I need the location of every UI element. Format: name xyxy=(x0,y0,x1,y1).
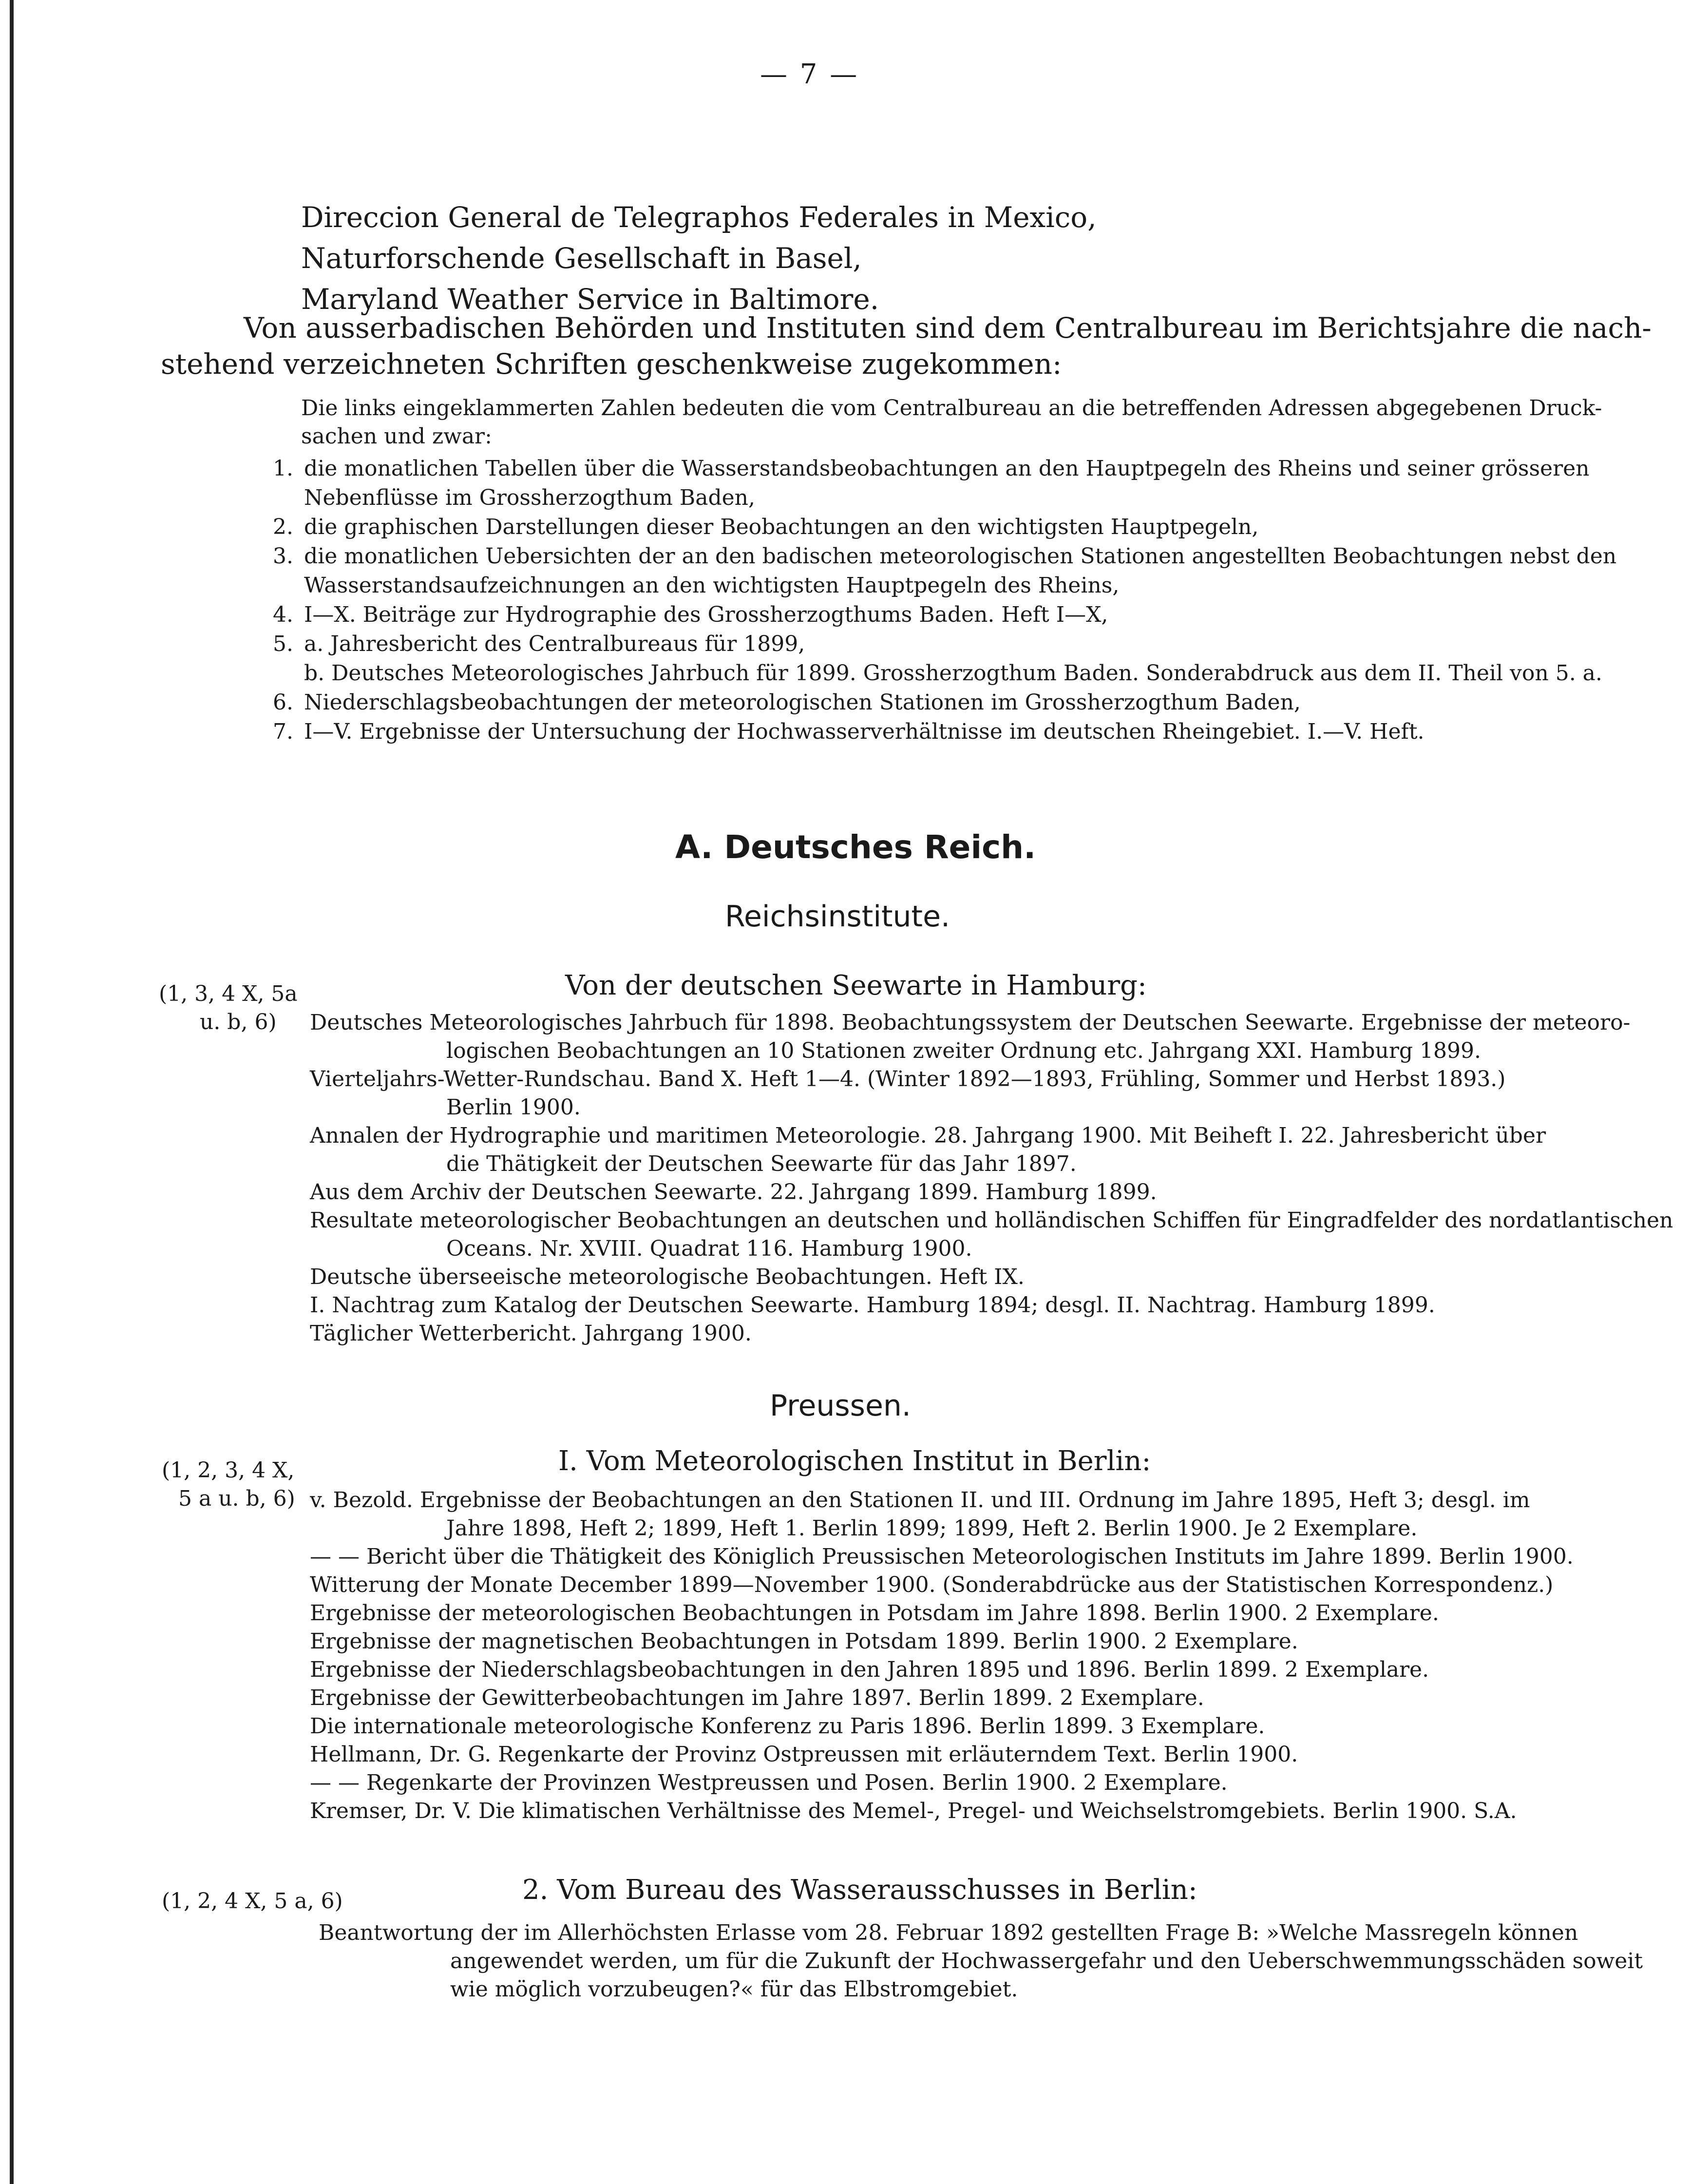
publication-continuation: wie möglich vorzubeugen?« für das Elbstromgebiet. xyxy=(450,1977,1018,2002)
publication-continuation: logischen Beobachtungen an 10 Stationen zweiter Ordnung etc. Jahrgang XXI. Hamburg 1899. xyxy=(446,1038,1481,1063)
publication: Vierteljahrs-Wetter-Rundschau. Band X. Heft 1—4. (Winter 1892—1893, Frühling, Sommer und Herbst 1893.) xyxy=(310,1067,1506,1092)
publication-continuation: Jahre 1898, Heft 2; 1899, Heft 1. Berlin 1899; 1899, Heft 2. Berlin 1900. Je 2 Exemplare. xyxy=(446,1516,1418,1541)
publication-list xyxy=(319,1919,1643,2004)
publication: I. Nachtrag zum Katalog der Deutschen Seewarte. Hamburg 1894; desgl. II. Nachtrag. Hamburg 1899. xyxy=(310,1293,1435,1318)
legend-item-number: 4. xyxy=(273,602,293,627)
publication-continuation: angewendet werden, um für die Zukunft der Hochwassergefahr und den Ueberschwemmungsschäden soweit xyxy=(450,1949,1643,1973)
distribution-codes: (1, 2, 4 X, 5 a, 6) xyxy=(162,1889,343,1914)
legend-item-number: 2. xyxy=(273,515,293,539)
legend-item-text: die monatlichen Uebersichten der an den badischen meteorologischen Stationen angestellten Beobachtungen nebst den xyxy=(304,544,1617,569)
legend-item xyxy=(273,454,1616,483)
publication: Hellmann, Dr. G. Regenkarte der Provinz Ostpreussen mit erläuterndem Text. Berlin 1900. xyxy=(310,1742,1298,1767)
legend-item-number: 5. xyxy=(273,632,293,656)
publication: — — Bericht über die Thätigkeit des Königlich Preussischen Meteorologischen Instituts im Jahre 1899. Berlin 1900. xyxy=(310,1544,1574,1569)
publication: Kremser, Dr. V. Die klimatischen Verhältnisse des Memel-, Pregel- und Weichselstromgebiets. Berlin 1900. S.A. xyxy=(310,1799,1517,1823)
publication: Aus dem Archiv der Deutschen Seewarte. 22. Jahrgang 1899. Hamburg 1899. xyxy=(310,1180,1157,1205)
addressee: Naturforschende Gesellschaft in Basel, xyxy=(301,242,862,275)
institution-heading: I. Vom Meteorologischen Institut in Berlin: xyxy=(558,1445,1151,1477)
publication: Beantwortung der im Allerhöchsten Erlasse vom 28. Februar 1892 gestellten Frage B: »Welche Massregeln können xyxy=(319,1920,1578,1945)
state-title: Preussen. xyxy=(770,1389,911,1423)
addressee: Direccion General de Telegraphos Federales in Mexico, xyxy=(301,201,1097,234)
legend-item-text: I—V. Ergebnisse der Untersuchung der Hochwasserverhältnisse im deutschen Rheingebiet. I.—V. Heft. xyxy=(304,719,1425,744)
legend-item-text: Niederschlagsbeobachtungen der meteorologischen Stationen im Grossherzogthum Baden, xyxy=(304,690,1301,715)
legend-item xyxy=(273,688,1616,717)
institution-heading: 2. Vom Bureau des Wasserausschusses in Berlin: xyxy=(522,1874,1197,1906)
publication: Täglicher Wetterbericht. Jahrgang 1900. xyxy=(310,1321,752,1346)
legend-item-text: die graphischen Darstellungen dieser Beobachtungen an den wichtigsten Hauptpegeln, xyxy=(304,515,1259,539)
legend-line-1: Die links eingeklammerten Zahlen bedeuten die vom Centralbureau an die betreffenden Adressen abgegebenen Druck- xyxy=(301,396,1602,421)
page-number: — 7 — xyxy=(760,58,859,90)
addressee-list xyxy=(301,197,1097,320)
publication-continuation: Berlin 1900. xyxy=(446,1095,581,1120)
legend-item xyxy=(273,717,1616,747)
publication-list xyxy=(310,1486,1574,1825)
publication: Ergebnisse der Niederschlagsbeobachtungen in den Jahren 1895 und 1896. Berlin 1899. 2 Exemplare. xyxy=(310,1657,1429,1682)
publication: Witterung der Monate December 1899—November 1900. (Sonderabdrücke aus der Statistischen Korrespondenz.) xyxy=(310,1572,1554,1597)
legend-item-number: 7. xyxy=(273,719,293,744)
legend-item-continuation: Wasserstandsaufzeichnungen an den wichtigsten Hauptpegeln des Rheins, xyxy=(304,573,1120,598)
legend-item-number: 1. xyxy=(273,456,293,481)
legend-item-text: I—X. Beiträge zur Hydrographie des Grossherzogthums Baden. Heft I—X, xyxy=(304,602,1108,627)
intro-line-1: Von ausserbadischen Behörden und Instituten sind dem Centralbureau im Berichtsjahre die nach- xyxy=(244,311,1652,345)
legend-item xyxy=(273,542,1616,571)
addressee: Maryland Weather Service in Baltimore. xyxy=(301,283,879,316)
page-edge-line xyxy=(10,0,14,2184)
section-subtitle: Reichsinstitute. xyxy=(725,900,950,934)
publication: v. Bezold. Ergebnisse der Beobachtungen an den Stationen II. und III. Ordnung im Jahre 1895, Heft 3; desgl. im xyxy=(310,1488,1530,1513)
distribution-codes: (1, 2, 3, 4 X, xyxy=(162,1458,295,1483)
publication: Resultate meteorologischer Beobachtungen an deutschen und holländischen Schiffen für Eingradfelder des nordatlantischen xyxy=(310,1208,1673,1233)
section-title: A. Deutsches Reich. xyxy=(675,828,1036,866)
legend-item xyxy=(273,600,1616,630)
legend-item-text: die monatlichen Tabellen über die Wasserstandsbeobachtungen an den Hauptpegeln des Rheins und seiner grösseren xyxy=(304,456,1590,481)
publication: — — Regenkarte der Provinzen Westpreussen und Posen. Berlin 1900. 2 Exemplare. xyxy=(310,1770,1228,1795)
publication-continuation: die Thätigkeit der Deutschen Seewarte für das Jahr 1897. xyxy=(446,1151,1077,1176)
publication-continuation: Oceans. Nr. XVIII. Quadrat 116. Hamburg 1900. xyxy=(446,1236,972,1261)
legend-line-2: sachen und zwar: xyxy=(301,424,492,449)
publication: Deutsche überseeische meteorologische Beobachtungen. Heft IX. xyxy=(310,1264,1025,1289)
legend-list xyxy=(273,454,1616,747)
legend-item-number: 3. xyxy=(273,544,293,569)
distribution-codes: (1, 3, 4 X, 5a xyxy=(159,981,298,1006)
legend-item xyxy=(273,513,1616,542)
publication-list xyxy=(310,1009,1673,1348)
distribution-codes: 5 a u. b, 6) xyxy=(178,1486,295,1511)
legend-item-continuation: b. Deutsches Meteorologisches Jahrbuch für 1899. Grossherzogthum Baden. Sonderabdruck aus dem II. Theil von 5. a. xyxy=(304,661,1602,686)
institution-heading: Von der deutschen Seewarte in Hamburg: xyxy=(565,970,1147,1001)
legend-item-number: 6. xyxy=(273,690,293,715)
legend-item xyxy=(273,630,1616,659)
intro-line-2: stehend verzeichneten Schriften geschenkweise zugekommen: xyxy=(161,347,1062,381)
publication: Annalen der Hydrographie und maritimen Meteorologie. 28. Jahrgang 1900. Mit Beiheft I. 22. Jahresbericht über xyxy=(310,1123,1546,1148)
distribution-codes: u. b, 6) xyxy=(200,1010,277,1035)
publication: Ergebnisse der meteorologischen Beobachtungen in Potsdam im Jahre 1898. Berlin 1900. 2 Exemplare. xyxy=(310,1601,1439,1626)
legend-item-continuation: Nebenflüsse im Grossherzogthum Baden, xyxy=(304,485,755,510)
publication: Deutsches Meteorologisches Jahrbuch für 1898. Beobachtungssystem der Deutschen Seewarte. Ergebnisse der meteoro- xyxy=(310,1010,1631,1035)
legend-item-text: a. Jahresbericht des Centralbureaus für 1899, xyxy=(304,632,805,656)
publication: Die internationale meteorologische Konferenz zu Paris 1896. Berlin 1899. 3 Exemplare. xyxy=(310,1714,1265,1739)
publication: Ergebnisse der magnetischen Beobachtungen in Potsdam 1899. Berlin 1900. 2 Exemplare. xyxy=(310,1629,1298,1654)
publication: Ergebnisse der Gewitterbeobachtungen im Jahre 1897. Berlin 1899. 2 Exemplare. xyxy=(310,1686,1204,1710)
